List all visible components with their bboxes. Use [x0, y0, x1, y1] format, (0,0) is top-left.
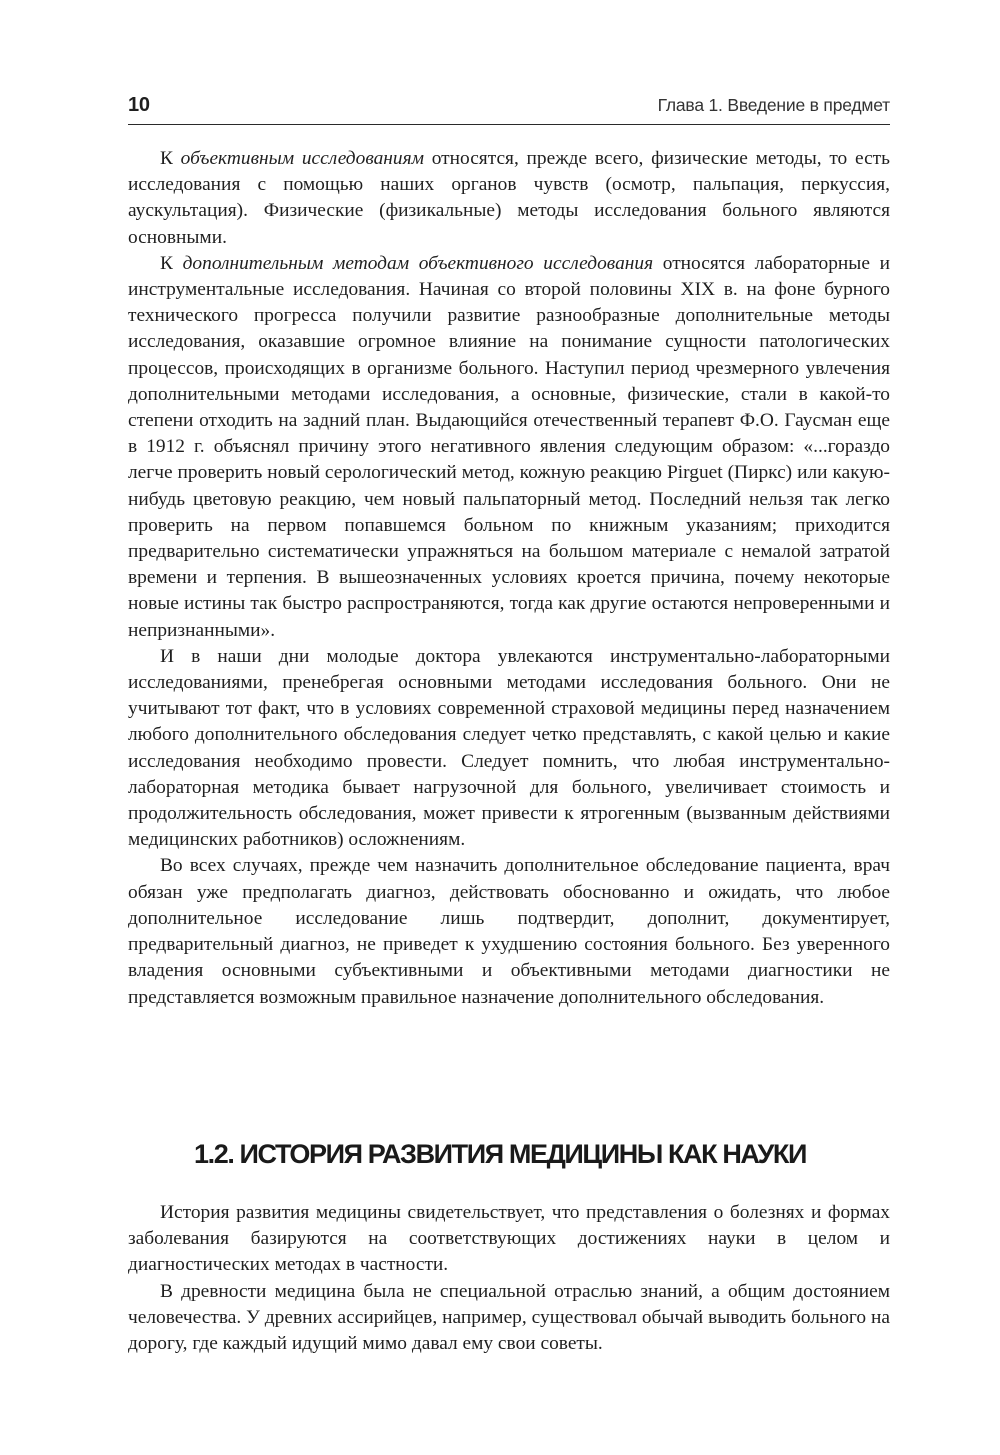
- emphasis-term: объективным исследованиям: [180, 148, 424, 169]
- paragraph: [128, 146, 890, 251]
- paragraph-text: относятся лабораторные и инструментальные исследования. Начиная со второй половины XIX в. на фоне бурного технического прогресса получили развитие разнообразные дополнительные методы исследования, оказавшие огромное влияние на понимание сущности патологических процессов, происходящих в организме больного. Наступил период чрезмерного увлечения дополнительными методами исследования, а основные, физические, стали в какой-то степени отходить на задний план. Выдающийся отечественный терапевт Ф.О. Гаусман еще в 1912 г. объяснял причину этого негативного явления следующим образом: «...гораздо легче проверить новый серологический метод, кожную реакцию Pirguet (Пиркс) или какую-нибудь цветовую реакцию, чем новый пальпаторный метод. Последний нельзя так легко проверить на первом попавшемся больном по книжным указаниям; приходится предварительно систематически упражняться на большом материале с немалой затратой времени и терпения. В вышеозначенных условиях кроется причина, почему некоторые новые истины так быстро распространяются, тогда как другие остаются непроверенными и непризнанными».: [128, 252, 890, 641]
- paragraph-lead: К: [160, 148, 181, 169]
- paragraph-lead: К: [160, 252, 183, 274]
- page-number: 10: [128, 94, 150, 116]
- paragraph: История развития медицины свидетельствует, что представления о болезнях и формах заболевания базируются на соответствующих достижениях науки в целом и диагностических методах в частности.: [128, 1202, 890, 1276]
- text-block-history: [128, 1200, 890, 1357]
- paragraph: [128, 251, 890, 644]
- paragraph: Во всех случаях, прежде чем назначить дополнительное обследование пациента, врач обязан уже предполагать диагноз, действовать обоснованно и ожидать, что любое дополнительное исследование лишь подтвердит, дополнит, документирует, предварительный диагноз, не приведет к ухудшению состояния больного. Без уверенного владения основными субъективными и объективными методами диагностики не представляется возможным правильное назначение дополнительного обследования.: [128, 855, 890, 1008]
- paragraph-text: относятся, прежде всего, физические методы, то есть исследования с помощью наших органов чувств (осмотр, пальпация, перкуссия, аускультация). Физические (физикальные) методы исследования больного являются основными.: [128, 148, 890, 248]
- text-block-intro: [128, 146, 890, 1011]
- emphasis-term: дополнительным методам объективного исследования: [182, 252, 654, 274]
- running-title: Глава 1. Введение в предмет: [657, 95, 890, 115]
- paragraph: В древности медицина была не специальной отраслью знаний, а общим достоянием человечества. У древних ассирийцев, например, существовал обычай выводить больного на дорогу, где каждый идущий мимо давал ему свои советы.: [128, 1280, 890, 1355]
- section-heading: 1.2. ИСТОРИЯ РАЗВИТИЯ МЕДИЦИНЫ КАК НАУКИ: [194, 1139, 806, 1169]
- page-header: [128, 92, 890, 125]
- paragraph: И в наши дни молодые доктора увлекаются инструментально-лабораторными исследованиями, пренебрегая основными методами исследования больного. Они не учитывают тот факт, что в условиях современной страховой медицины перед назначением любого дополнительного обследования следует четко представлять, с какой целью и какие исследования необходимо провести. Следует помнить, что любая инструментально-лабораторная методика бывает нагрузочной для больного, увеличивает стоимость и продолжительность обследования, может привести к ятрогенным (вызванным действиями медицинских работников) осложнениям.: [128, 645, 890, 851]
